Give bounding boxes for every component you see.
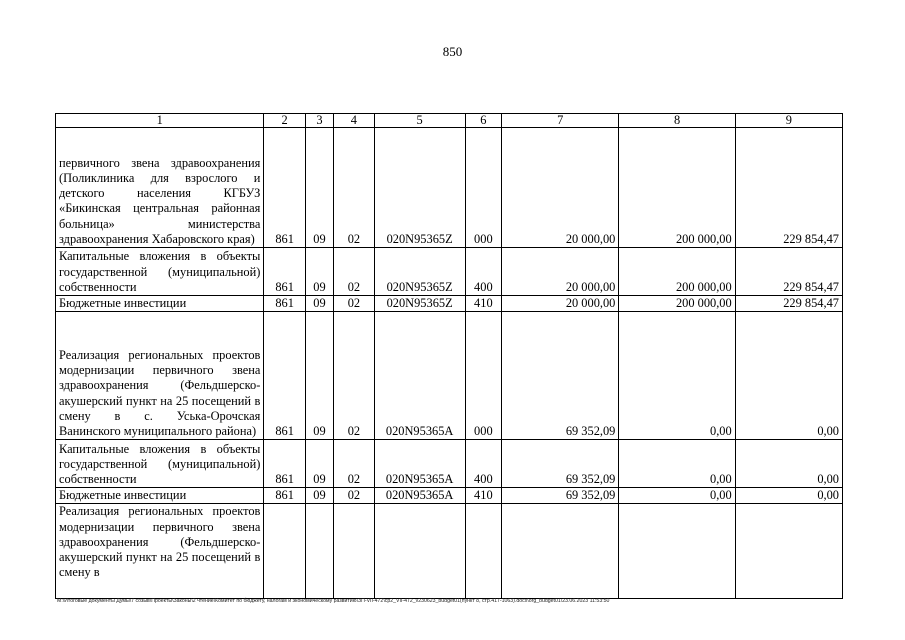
cell-amount-8: 200 000,00 xyxy=(619,296,735,312)
row-name: Реализация региональных проектов модернизации первичного звена здравоохранения (Фельдшерско-акушерский пункт на 25 посещений в смену в с. Уська-Орочская Ванинского муниципального района) xyxy=(56,312,264,440)
cell-amount-9: 0,00 xyxy=(735,440,842,488)
cell-amount-7: 20 000,00 xyxy=(502,248,619,296)
cell-amount-9 xyxy=(735,504,842,599)
cell-code: 861 xyxy=(264,440,305,488)
row-name: Капитальные вложения в объекты государственной (муниципальной) собственности xyxy=(56,440,264,488)
cell-subsection: 02 xyxy=(334,440,374,488)
cell-target-article: 020N95365A xyxy=(374,440,465,488)
cell-target-article: 020N95365A xyxy=(374,312,465,440)
cell-amount-7 xyxy=(502,504,619,599)
cell-amount-8: 0,00 xyxy=(619,440,735,488)
cell-expense-type: 000 xyxy=(465,312,501,440)
table-row xyxy=(56,488,843,504)
column-header: 4 xyxy=(334,114,374,128)
cell-subsection: 02 xyxy=(334,296,374,312)
cell-expense-type: 400 xyxy=(465,440,501,488)
row-name: Бюджетные инвестиции xyxy=(56,296,264,312)
cell-amount-7: 69 352,09 xyxy=(502,488,619,504)
column-header: 8 xyxy=(619,114,735,128)
cell-code xyxy=(264,504,305,599)
cell-target-article: 020N95365Z xyxy=(374,248,465,296)
cell-amount-7: 69 352,09 xyxy=(502,440,619,488)
column-header: 9 xyxy=(735,114,842,128)
row-name: первичного звена здравоохранения (Поликлиника для взрослого и детского населения КГБУЗ «Бикинская центральная районная больница» министерства здравоохранения Хабаровского края) xyxy=(56,128,264,248)
cell-expense-type: 410 xyxy=(465,296,501,312)
column-header: 5 xyxy=(374,114,465,128)
table-row xyxy=(56,128,843,248)
cell-code: 861 xyxy=(264,248,305,296)
cell-code: 861 xyxy=(264,488,305,504)
cell-section xyxy=(305,504,333,599)
column-header: 7 xyxy=(502,114,619,128)
cell-expense-type: 400 xyxy=(465,248,501,296)
cell-subsection: 02 xyxy=(334,488,374,504)
column-header: 3 xyxy=(305,114,333,128)
table-row xyxy=(56,248,843,296)
cell-amount-8: 0,00 xyxy=(619,488,735,504)
table-row xyxy=(56,440,843,488)
cell-section: 09 xyxy=(305,312,333,440)
cell-amount-7: 20 000,00 xyxy=(502,296,619,312)
page-number: 850 xyxy=(442,44,463,59)
table-header-row xyxy=(56,114,843,128)
cell-section: 09 xyxy=(305,296,333,312)
row-name: Бюджетные инвестиции xyxy=(56,488,264,504)
cell-code: 861 xyxy=(264,296,305,312)
cell-section: 09 xyxy=(305,128,333,248)
cell-subsection xyxy=(334,504,374,599)
cell-amount-9: 0,00 xyxy=(735,312,842,440)
cell-subsection: 02 xyxy=(334,312,374,440)
cell-amount-9: 0,00 xyxy=(735,488,842,504)
cell-subsection: 02 xyxy=(334,128,374,248)
table-row xyxy=(56,504,843,599)
cell-amount-9: 229 854,47 xyxy=(735,296,842,312)
cell-amount-7: 20 000,00 xyxy=(502,128,619,248)
cell-amount-9: 229 854,47 xyxy=(735,128,842,248)
cell-section: 09 xyxy=(305,488,333,504)
document-path-footer: M:\Итоговые документы Думы\7 созыв\Проекты\Законы\2 чтение\Комитет по бюджету, налогам и экономическому развитию\ЗП-VII-472\ср2_VII-472_v230623_budget01(пункт 8, стр.417-1063).docx\org_budget01\23.06.2023 11:53:50 xyxy=(57,598,610,604)
table-row xyxy=(56,296,843,312)
table-row xyxy=(56,312,843,440)
cell-amount-8: 200 000,00 xyxy=(619,248,735,296)
cell-subsection: 02 xyxy=(334,248,374,296)
row-name: Капитальные вложения в объекты государственной (муниципальной) собственности xyxy=(56,248,264,296)
cell-code: 861 xyxy=(264,312,305,440)
cell-amount-7: 69 352,09 xyxy=(502,312,619,440)
cell-section: 09 xyxy=(305,248,333,296)
column-header: 2 xyxy=(264,114,305,128)
row-name: Реализация региональных проектов модернизации первичного звена здравоохранения (Фельдшерско-акушерский пункт на 25 посещений в смену в xyxy=(56,504,264,599)
cell-target-article: 020N95365Z xyxy=(374,128,465,248)
cell-expense-type: 000 xyxy=(465,128,501,248)
cell-target-article: 020N95365A xyxy=(374,488,465,504)
cell-expense-type xyxy=(465,504,501,599)
cell-target-article: 020N95365Z xyxy=(374,296,465,312)
column-header: 6 xyxy=(465,114,501,128)
cell-amount-9: 229 854,47 xyxy=(735,248,842,296)
cell-amount-8: 200 000,00 xyxy=(619,128,735,248)
cell-code: 861 xyxy=(264,128,305,248)
budget-table xyxy=(55,113,843,599)
cell-section: 09 xyxy=(305,440,333,488)
cell-target-article xyxy=(374,504,465,599)
column-header: 1 xyxy=(56,114,264,128)
cell-amount-8: 0,00 xyxy=(619,312,735,440)
cell-expense-type: 410 xyxy=(465,488,501,504)
cell-amount-8 xyxy=(619,504,735,599)
